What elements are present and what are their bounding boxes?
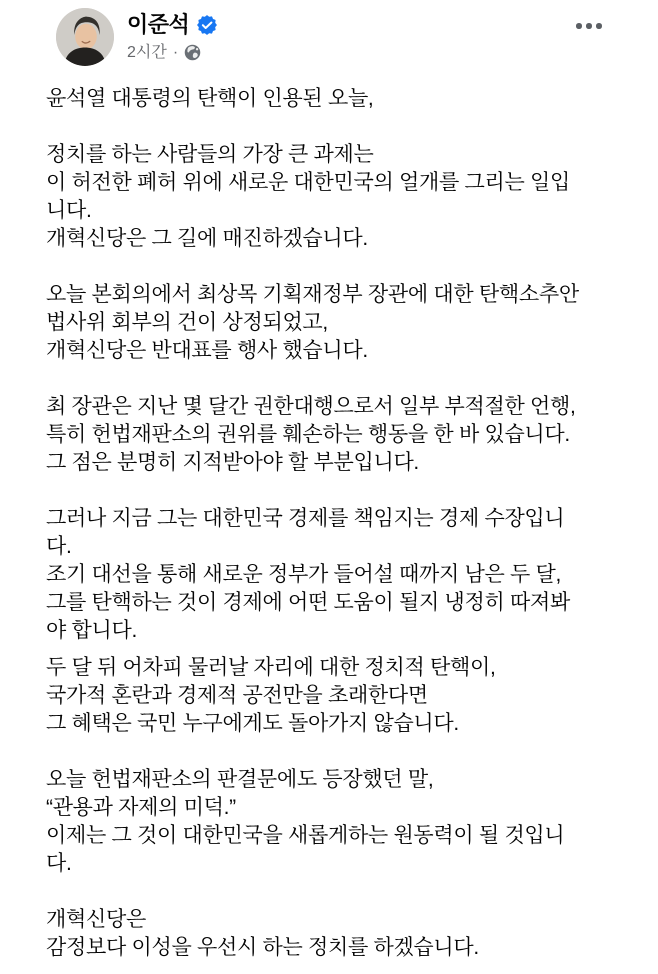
post-header xyxy=(56,8,217,66)
meta-row xyxy=(127,44,217,61)
post-paragraph: 정치를 하는 사람들의 가장 큰 과제는 이 허전한 폐허 위에 새로운 대한민국의 얼개를 그리는 일입 니다. 개혁신당은 그 길에 매진하겠습니다. xyxy=(46,143,570,250)
post-paragraph: 개혁신당은 감정보다 이성을 우선시 하는 정치를 하겠습니다. xyxy=(46,908,479,959)
author-row[interactable] xyxy=(127,13,217,37)
ellipsis-icon xyxy=(596,23,602,29)
dot-separator: · xyxy=(172,43,179,61)
post-paragraph: 오늘 헌법재판소의 판결문에도 등장했던 말, “관용과 자제의 미덕.” 이제는 그 것이 대한민국을 새롭게하는 원동력이 될 것입니 다. xyxy=(46,768,565,875)
header-info xyxy=(127,8,217,66)
post-menu-button[interactable] xyxy=(570,17,608,35)
ellipsis-icon xyxy=(586,23,592,29)
post-paragraph: 윤석열 대통령의 탄핵이 인용된 오늘, xyxy=(46,87,374,110)
post-paragraph: 최 장관은 지난 몇 달간 권한대행으로서 일부 부적절한 언행, 특히 헌법재판소의 권위를 훼손하는 행동을 한 바 있습니다. 그 점은 분명히 지적받아야 할 부분입니다. xyxy=(46,395,576,474)
globe-icon xyxy=(184,44,201,61)
post-body xyxy=(46,85,650,962)
profile-photo xyxy=(56,8,114,66)
ellipsis-icon xyxy=(576,23,582,29)
verified-badge-icon xyxy=(197,15,217,35)
post-paragraph: 오늘 본회의에서 최상목 기획재정부 장관에 대한 탄핵소추안 법사위 회부의 건이 상정되었고, 개혁신당은 반대표를 행사 했습니다. xyxy=(46,283,579,362)
avatar[interactable] xyxy=(56,8,114,66)
post-paragraph: 그러나 지금 그는 대한민국 경제를 책임지는 경제 수장입니 다. 조기 대선을 통해 새로운 정부가 들어설 때까지 남은 두 달, 그를 탄핵하는 것이 경제에 어떤 도움이 될지 냉정히 따져봐 야 합니다. xyxy=(46,507,570,642)
timestamp[interactable]: 2시간 xyxy=(127,43,167,61)
post-paragraph: 두 달 뒤 어차피 물러날 자리에 대한 정치적 탄핵이, 국가적 혼란과 경제적 공전만을 초래한다면 그 혜택은 국민 누구에게도 돌아가지 않습니다. xyxy=(46,656,496,735)
author-name[interactable]: 이준석 xyxy=(127,12,190,37)
